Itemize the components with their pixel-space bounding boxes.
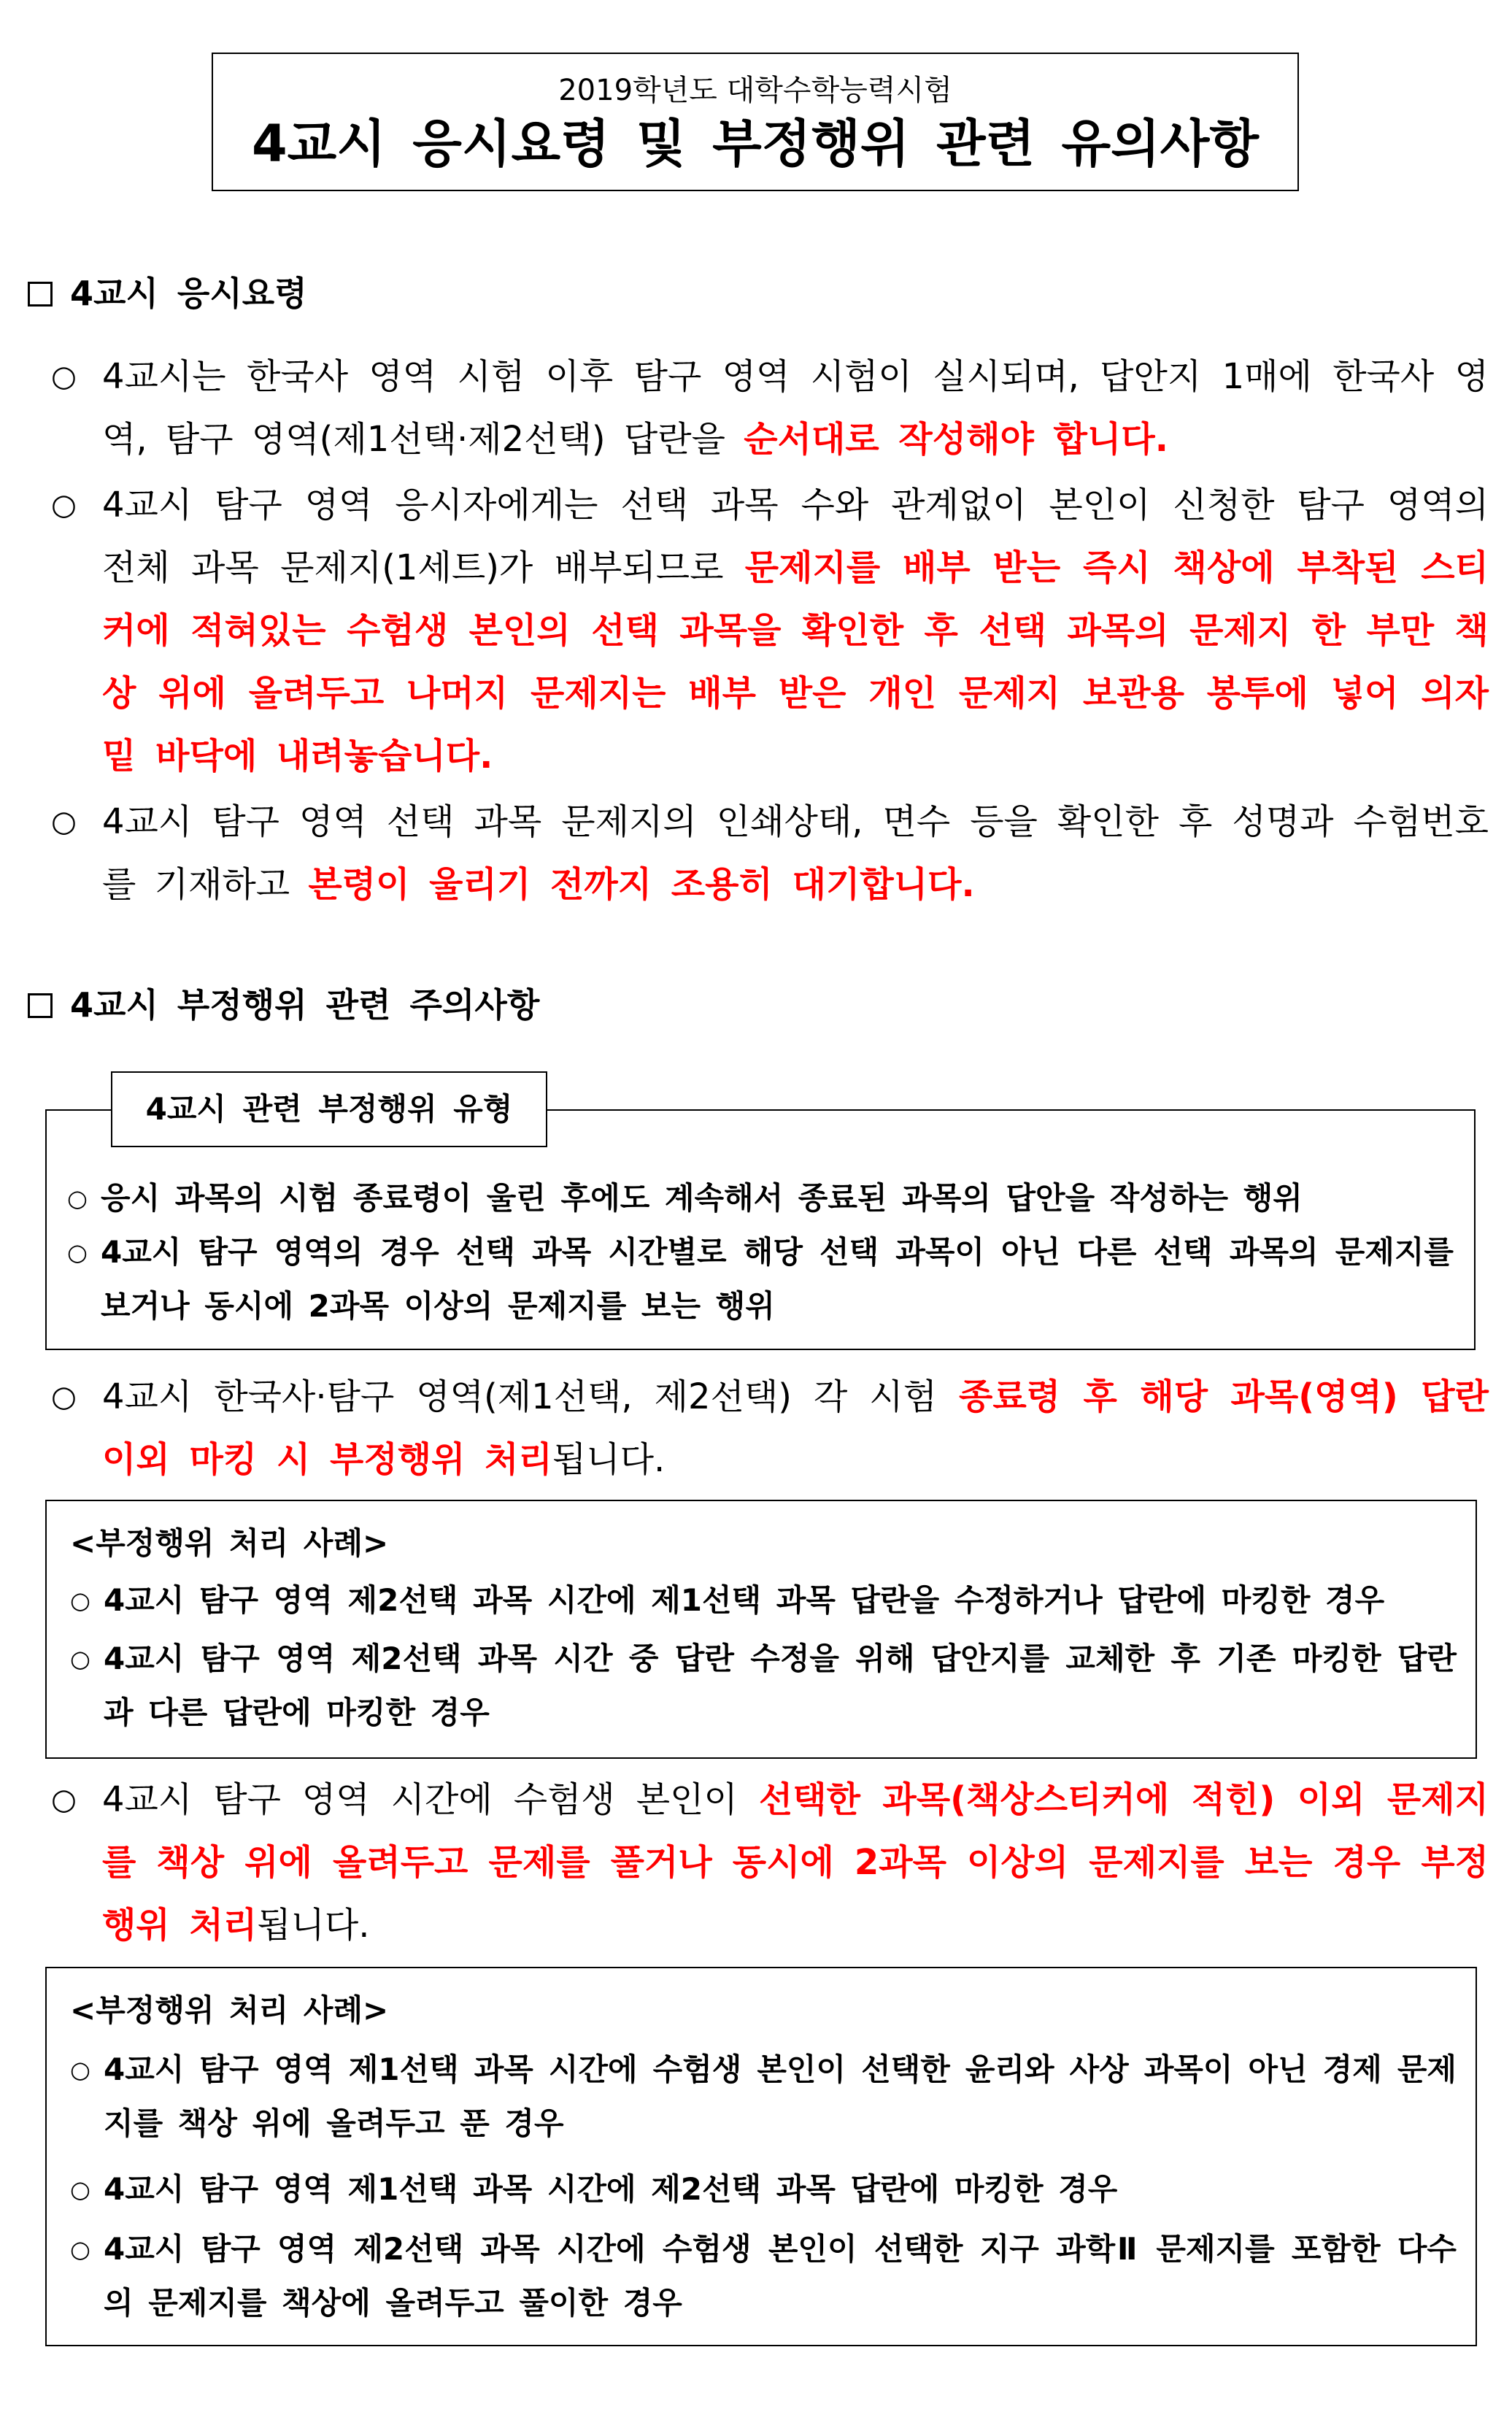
guideline-item-2: ○ 4교시 탐구 영역 응시자에게는 선택 과목 수와 관계없이 본인이 신청한 탐구 영역의 전체 과목 문제지(1세트)가 배부되므로 문제지를 배부 받는 즉시 책상에 부착된 스티커에 적혀있는 수험생 본인의 선택 과목을 확인한 후 선택 과목의 문제지 한 부만 책상 위에 올려두고 나머지 문제지는 배부 받은 개인 문제지 보관용 봉투에 넣어 의자 밑 바닥에 내려놓습니다. [51,485,1489,777]
misconduct-type-item-1: ○ 응시 과목의 시험 종료령이 울린 후에도 계속해서 종료된 과목의 답안을 작성하는 행위 [67,1180,1303,1216]
case-box-2-item-1: ○ 4교시 탐구 영역 제1선택 과목 시간에 수험생 본인이 선택한 윤리와 사상 과목이 아닌 경제 문제지를 책상 위에 올려두고 푼 경우 [70,2051,1457,2141]
misconduct-notice-1: ○ 4교시 한국사·탐구 영역(제1선택, 제2선택) 각 시험 종료령 후 해당 과목(영역) 답란 이외 마킹 시 부정행위 처리됩니다. [51,1376,1489,1480]
misconduct-type-item-2: ○ 4교시 탐구 영역의 경우 선택 과목 시간별로 해당 선택 과목이 아닌 다른 선택 과목의 문제지를 보거나 동시에 2과목 이상의 문제지를 보는 행위 [67,1234,1454,1324]
case-box-1-item-2: ○ 4교시 탐구 영역 제2선택 과목 시간 중 답란 수정을 위해 답안지를 교체한 후 기존 마킹한 답란과 다른 답란에 마킹한 경우 [70,1641,1457,1730]
misconduct-type-label: 4교시 관련 부정행위 유형 [111,1071,547,1147]
case-box-1-item-1: ○ 4교시 탐구 영역 제2선택 과목 시간에 제1선택 과목 답란을 수정하거나 답란에 마킹한 경우 [70,1582,1385,1618]
section-heading-guidelines: 4교시 응시요령 [22,270,307,317]
case-box-2-item-3: ○ 4교시 탐구 영역 제2선택 과목 시간에 수험생 본인이 선택한 지구 과학Ⅱ 문제지를 포함한 다수의 문제지를 책상에 올려두고 풀이한 경우 [70,2231,1457,2321]
section-heading-misconduct: 4교시 부정행위 관련 주의사항 [22,982,539,1028]
document-subtitle: 2019학년도 대학수학능력시험 [558,74,952,107]
checkbox-square-icon [28,993,53,1018]
case-box-2-item-2: ○ 4교시 탐구 영역 제1선택 과목 시간에 제2선택 과목 답란에 마킹한 경우 [70,2171,1118,2207]
title-box [212,53,1299,191]
case-box-2-title: <부정행위 처리 사례> [70,1992,389,2028]
case-box-1-title: <부정행위 처리 사례> [70,1525,389,1561]
document-title: 4교시 응시요령 및 부정행위 관련 유의사항 [251,114,1260,174]
guideline-item-3: ○ 4교시 탐구 영역 선택 과목 문제지의 인쇄상태, 면수 등을 확인한 후 성명과 수험번호를 기재하고 본령이 울리기 전까지 조용히 대기합니다. [51,801,1489,905]
checkbox-square-icon [28,282,53,307]
guideline-item-1: ○ 4교시는 한국사 영역 시험 이후 탐구 영역 시험이 실시되며, 답안지 1매에 한국사 영역, 탐구 영역(제1선택·제2선택) 답란을 순서대로 작성해야 합니다. [51,356,1489,460]
misconduct-notice-2: ○ 4교시 탐구 영역 시간에 수험생 본인이 선택한 과목(책상스티커에 적힌) 이외 문제지를 책상 위에 올려두고 문제를 풀거나 동시에 2과목 이상의 문제지를 보는 경우 부정행위 처리됩니다. [51,1779,1489,1946]
